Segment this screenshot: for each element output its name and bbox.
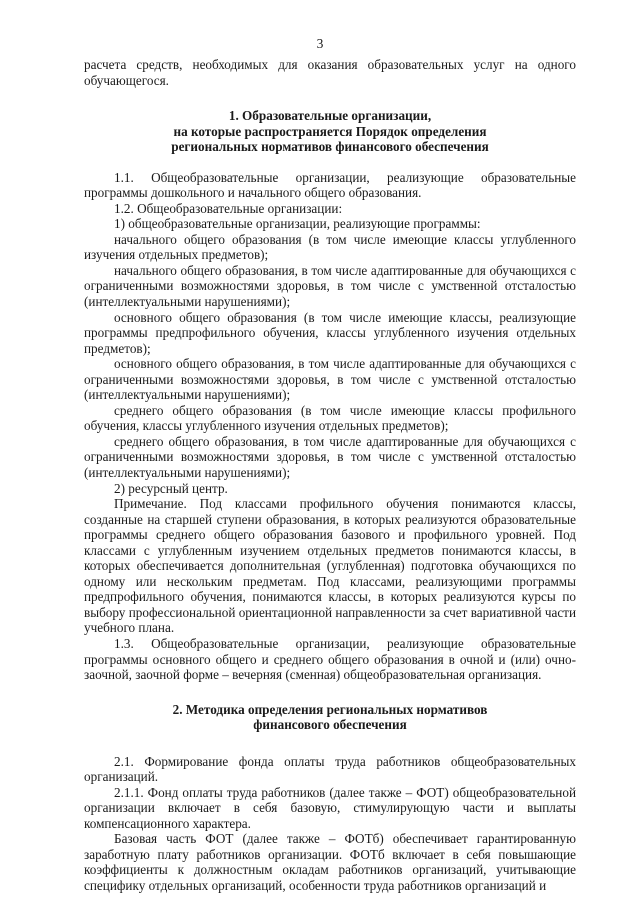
list-item-secondary-adapted: среднего общего образования, в том числе адаптированные для обучающихся с ограниченными возможностями здоровья, в том числе с умственной отсталостью (интеллектуальными нарушениями); (84, 433, 576, 480)
section-1-title-line-2: на которые распространяется Порядок определения (173, 123, 487, 139)
section-1-title-line-1: 1. Образовательные организации, (228, 108, 432, 124)
paragraph-2-1: 2.1. Формирование фонда оплаты труда работников общеобразовательных организаций. (84, 753, 576, 785)
paragraph-base-part: Базовая часть ФОТ (далее также – ФОТб) обеспечивает гарантированную заработную плату работников организации. ФОТб включает в себя повышающие коэффициенты к должностным окладам работников организаций, учитывающие специфику отдельных организаций, особенности труда работников организаций и (84, 831, 576, 894)
section-2-body (84, 754, 576, 894)
paragraph-1-2: 1.2. Общеобразовательные организации: (114, 200, 343, 216)
page-number: 3 (316, 36, 324, 51)
paragraph-1-1: 1.1. Общеобразовательные организации, реализующие образовательные программы дошкольного и начального общего образования. (84, 169, 576, 201)
section-2-title-line-2: финансового обеспечения (253, 717, 407, 733)
section-1-title-line-3: региональных нормативов финансового обеспечения (171, 139, 489, 155)
list-item-primary-adapted: начального общего образования, в том числе адаптированные для обучающихся с ограниченными возможностями здоровья, в том числе с умственной отсталостью (интеллектуальными нарушениями); (84, 262, 576, 309)
list-item-basic: основного общего образования (в том числе имеющие классы, реализующие программы предпрофильного обучения, классы углубленного изучения отдельных предметов); (84, 309, 576, 356)
document-body (84, 57, 576, 894)
paragraph-1-2-item-1: 1) общеобразовательные организации, реализующие программы: (114, 216, 481, 232)
paragraph-2-1-1: 2.1.1. Фонд оплаты труда работников (далее также – ФОТ) общеобразовательной организации включает в себя базовую, стимулирующую части и выплаты компенсационного характера. (84, 784, 576, 831)
list-item-primary: начального общего образования (в том числе имеющие классы углубленного изучения отдельных предметов); (84, 231, 576, 263)
section-1-heading (84, 108, 576, 155)
section-1-body (84, 170, 576, 683)
paragraph-1-2-item-2: 2) ресурсный центр. (114, 480, 228, 496)
list-item-secondary: среднего общего образования (в том числе имеющие классы профильного обучения, классы углубленного изучения отдельных предметов); (84, 402, 576, 434)
section-2-heading (84, 702, 576, 733)
note-paragraph: Примечание. Под классами профильного обучения понимаются классы, созданные на старшей ступени образования, в которых реализуются образовательные программы среднего общего образования базового и профильного уровней. Под классами с углубленным изучением отдельных предметов понимаются классы, в которых обеспечивается дополнительная (углубленная) подготовка обучающихся по одному или нескольким предметам. Под классами, реализующими программы предпрофильного обучения, понимаются классы, в которых реализуются курсы по выбору профессиональной ориентационной направленности за счет вариативной части учебного плана. (84, 496, 576, 636)
list-item-basic-adapted: основного общего образования, в том числе адаптированные для обучающихся с ограниченными возможностями здоровья, в том числе с умственной отсталостью (интеллектуальными нарушениями); (84, 356, 576, 403)
intro-paragraph: расчета средств, необходимых для оказания образовательных услуг на одного обучающегося. (84, 57, 576, 88)
section-2-title-line-1: 2. Методика определения региональных нормативов (172, 701, 488, 717)
paragraph-1-3: 1.3. Общеобразовательные организации, реализующие образовательные программы основного общего и среднего общего образования в очной и (или) очно-заочной, заочной форме – вечерняя (сменная) общеобразовательная организация. (84, 636, 576, 683)
